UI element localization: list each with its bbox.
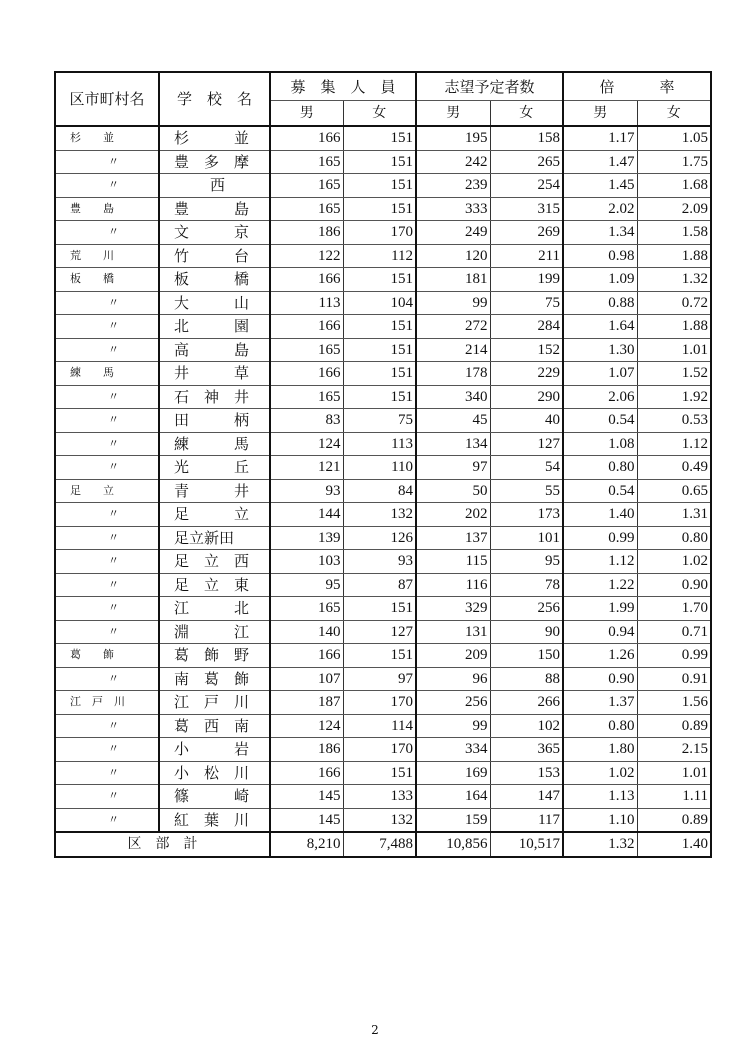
applicants-female-cell: 265 xyxy=(490,150,563,174)
total-label: 区 部 計 xyxy=(55,832,270,857)
ratio-female-cell: 1.68 xyxy=(637,174,711,198)
total-quota-male: 8,210 xyxy=(270,832,343,857)
ratio-female-cell: 1.02 xyxy=(637,550,711,574)
municipality-cell: 杉 並 xyxy=(55,126,159,150)
quota-female-cell: 75 xyxy=(343,409,416,433)
ratio-male-cell: 1.64 xyxy=(563,315,637,339)
applicants-male-cell: 96 xyxy=(416,667,490,691)
ratio-female-cell: 0.80 xyxy=(637,526,711,550)
header-quota-male: 男 xyxy=(270,101,343,127)
municipality-cell: 荒 川 xyxy=(55,244,159,268)
ratio-female-cell: 0.90 xyxy=(637,573,711,597)
ratio-female-cell: 1.11 xyxy=(637,785,711,809)
ratio-male-cell: 1.08 xyxy=(563,432,637,456)
header-quota-female: 女 xyxy=(343,101,416,127)
ratio-female-cell: 0.99 xyxy=(637,644,711,668)
applicants-male-cell: 137 xyxy=(416,526,490,550)
total-applicants-female: 10,517 xyxy=(490,832,563,857)
ratio-male-cell: 1.22 xyxy=(563,573,637,597)
ratio-female-cell: 1.05 xyxy=(637,126,711,150)
school-name-cell: 北 園 xyxy=(159,315,270,339)
municipality-cell: 〃 xyxy=(55,573,159,597)
quota-male-cell: 166 xyxy=(270,126,343,150)
ratio-male-cell: 1.07 xyxy=(563,362,637,386)
header-municipality: 区市町村名 xyxy=(55,72,159,126)
ratio-female-cell: 2.09 xyxy=(637,197,711,221)
applicants-male-cell: 256 xyxy=(416,691,490,715)
ratio-male-cell: 0.94 xyxy=(563,620,637,644)
quota-female-cell: 151 xyxy=(343,174,416,198)
school-name-cell: 文 京 xyxy=(159,221,270,245)
school-name-cell: 葛 飾 野 xyxy=(159,644,270,668)
school-name-cell: 小 松 川 xyxy=(159,761,270,785)
municipality-cell: 〃 xyxy=(55,738,159,762)
table-row xyxy=(55,691,711,715)
quota-male-cell: 166 xyxy=(270,268,343,292)
municipality-cell: 〃 xyxy=(55,291,159,315)
ratio-female-cell: 1.92 xyxy=(637,385,711,409)
quota-male-cell: 165 xyxy=(270,385,343,409)
municipality-cell: 〃 xyxy=(55,714,159,738)
ratio-male-cell: 0.80 xyxy=(563,714,637,738)
applicants-female-cell: 78 xyxy=(490,573,563,597)
header-school: 学 校 名 xyxy=(159,72,270,126)
table-row xyxy=(55,526,711,550)
school-name-cell: 井 草 xyxy=(159,362,270,386)
applicants-male-cell: 116 xyxy=(416,573,490,597)
school-name-cell: 石 神 井 xyxy=(159,385,270,409)
ratio-male-cell: 1.12 xyxy=(563,550,637,574)
table-row xyxy=(55,385,711,409)
applicants-male-cell: 195 xyxy=(416,126,490,150)
applicants-female-cell: 55 xyxy=(490,479,563,503)
table-row xyxy=(55,409,711,433)
applicants-female-cell: 147 xyxy=(490,785,563,809)
school-name-cell: 江 戸 川 xyxy=(159,691,270,715)
ratio-female-cell: 0.65 xyxy=(637,479,711,503)
ratio-male-cell: 1.17 xyxy=(563,126,637,150)
table-row xyxy=(55,315,711,339)
applicants-female-cell: 152 xyxy=(490,338,563,362)
quota-female-cell: 151 xyxy=(343,197,416,221)
ratio-female-cell: 0.49 xyxy=(637,456,711,480)
table-row xyxy=(55,150,711,174)
quota-male-cell: 121 xyxy=(270,456,343,480)
quota-female-cell: 170 xyxy=(343,221,416,245)
quota-female-cell: 110 xyxy=(343,456,416,480)
municipality-cell: 〃 xyxy=(55,409,159,433)
header-quota: 募 集 人 員 xyxy=(270,72,416,101)
table-row xyxy=(55,761,711,785)
ratio-female-cell: 1.01 xyxy=(637,338,711,362)
ratio-male-cell: 1.47 xyxy=(563,150,637,174)
ratio-male-cell: 0.80 xyxy=(563,456,637,480)
applicants-male-cell: 169 xyxy=(416,761,490,785)
applicants-male-cell: 164 xyxy=(416,785,490,809)
ratio-male-cell: 0.88 xyxy=(563,291,637,315)
page-number: 2 xyxy=(371,1023,379,1037)
applicants-female-cell: 117 xyxy=(490,808,563,832)
table-row xyxy=(55,432,711,456)
header-ratio-female: 女 xyxy=(637,101,711,127)
ratio-female-cell: 0.71 xyxy=(637,620,711,644)
applicants-male-cell: 202 xyxy=(416,503,490,527)
quota-male-cell: 95 xyxy=(270,573,343,597)
school-name-cell: 葛 西 南 xyxy=(159,714,270,738)
municipality-cell: 〃 xyxy=(55,150,159,174)
school-name-cell: 淵 江 xyxy=(159,620,270,644)
school-name-cell: 竹 台 xyxy=(159,244,270,268)
ratio-male-cell: 2.06 xyxy=(563,385,637,409)
applicants-female-cell: 102 xyxy=(490,714,563,738)
quota-male-cell: 93 xyxy=(270,479,343,503)
school-name-cell: 杉 並 xyxy=(159,126,270,150)
ratio-male-cell: 1.80 xyxy=(563,738,637,762)
table-row xyxy=(55,808,711,832)
municipality-cell: 〃 xyxy=(55,597,159,621)
applicants-female-cell: 54 xyxy=(490,456,563,480)
header-ratio: 倍 率 xyxy=(563,72,711,101)
quota-male-cell: 186 xyxy=(270,738,343,762)
total-applicants-male: 10,856 xyxy=(416,832,490,857)
municipality-cell: 板 橋 xyxy=(55,268,159,292)
quota-male-cell: 166 xyxy=(270,315,343,339)
applicant-ratio-table xyxy=(54,71,712,858)
school-name-cell: 南 葛 飾 xyxy=(159,667,270,691)
ratio-male-cell: 1.45 xyxy=(563,174,637,198)
applicants-male-cell: 159 xyxy=(416,808,490,832)
applicants-female-cell: 75 xyxy=(490,291,563,315)
school-name-cell: 篠 崎 xyxy=(159,785,270,809)
quota-female-cell: 151 xyxy=(343,150,416,174)
quota-female-cell: 97 xyxy=(343,667,416,691)
municipality-cell: 豊 島 xyxy=(55,197,159,221)
applicants-male-cell: 178 xyxy=(416,362,490,386)
table-row xyxy=(55,667,711,691)
municipality-cell: 〃 xyxy=(55,550,159,574)
school-name-cell: 小 岩 xyxy=(159,738,270,762)
quota-female-cell: 151 xyxy=(343,338,416,362)
ratio-male-cell: 1.40 xyxy=(563,503,637,527)
ratio-female-cell: 0.72 xyxy=(637,291,711,315)
applicants-male-cell: 115 xyxy=(416,550,490,574)
applicants-female-cell: 199 xyxy=(490,268,563,292)
table-row xyxy=(55,338,711,362)
ratio-female-cell: 1.58 xyxy=(637,221,711,245)
ratio-male-cell: 1.26 xyxy=(563,644,637,668)
total-ratio-female: 1.40 xyxy=(637,832,711,857)
quota-male-cell: 113 xyxy=(270,291,343,315)
applicants-female-cell: 153 xyxy=(490,761,563,785)
ratio-male-cell: 0.99 xyxy=(563,526,637,550)
table-row xyxy=(55,126,711,150)
applicants-male-cell: 272 xyxy=(416,315,490,339)
applicants-male-cell: 181 xyxy=(416,268,490,292)
municipality-cell: 〃 xyxy=(55,221,159,245)
total-ratio-male: 1.32 xyxy=(563,832,637,857)
school-name-cell: 紅 葉 川 xyxy=(159,808,270,832)
municipality-cell: 〃 xyxy=(55,174,159,198)
school-name-cell: 足 立 xyxy=(159,503,270,527)
ratio-male-cell: 0.54 xyxy=(563,409,637,433)
applicants-female-cell: 256 xyxy=(490,597,563,621)
quota-male-cell: 83 xyxy=(270,409,343,433)
applicants-male-cell: 249 xyxy=(416,221,490,245)
header-applicants-male: 男 xyxy=(416,101,490,127)
quota-male-cell: 165 xyxy=(270,338,343,362)
ratio-female-cell: 0.53 xyxy=(637,409,711,433)
municipality-cell: 〃 xyxy=(55,526,159,550)
total-row xyxy=(55,832,711,857)
quota-female-cell: 151 xyxy=(343,644,416,668)
quota-female-cell: 104 xyxy=(343,291,416,315)
school-name-cell: 足 立 東 xyxy=(159,573,270,597)
ratio-female-cell: 1.12 xyxy=(637,432,711,456)
ratio-male-cell: 1.99 xyxy=(563,597,637,621)
quota-male-cell: 166 xyxy=(270,644,343,668)
municipality-cell: 〃 xyxy=(55,315,159,339)
municipality-cell: 〃 xyxy=(55,785,159,809)
municipality-cell: 江 戸 川 xyxy=(55,691,159,715)
applicants-male-cell: 99 xyxy=(416,291,490,315)
quota-female-cell: 151 xyxy=(343,362,416,386)
applicants-male-cell: 333 xyxy=(416,197,490,221)
applicants-male-cell: 242 xyxy=(416,150,490,174)
table-row xyxy=(55,362,711,386)
header-applicants: 志望予定者数 xyxy=(416,72,563,101)
applicants-female-cell: 40 xyxy=(490,409,563,433)
ratio-female-cell: 0.89 xyxy=(637,808,711,832)
school-name-cell: 練 馬 xyxy=(159,432,270,456)
quota-male-cell: 122 xyxy=(270,244,343,268)
applicants-female-cell: 284 xyxy=(490,315,563,339)
applicants-female-cell: 290 xyxy=(490,385,563,409)
school-name-cell: 足 立 西 xyxy=(159,550,270,574)
quota-female-cell: 170 xyxy=(343,738,416,762)
school-name-cell: 光 丘 xyxy=(159,456,270,480)
quota-female-cell: 126 xyxy=(343,526,416,550)
applicants-female-cell: 229 xyxy=(490,362,563,386)
municipality-cell: 葛 飾 xyxy=(55,644,159,668)
ratio-female-cell: 0.89 xyxy=(637,714,711,738)
ratio-female-cell: 1.56 xyxy=(637,691,711,715)
ratio-female-cell: 1.52 xyxy=(637,362,711,386)
quota-male-cell: 139 xyxy=(270,526,343,550)
quota-male-cell: 165 xyxy=(270,197,343,221)
school-name-cell: 江 北 xyxy=(159,597,270,621)
quota-male-cell: 145 xyxy=(270,808,343,832)
applicants-male-cell: 334 xyxy=(416,738,490,762)
municipality-cell: 〃 xyxy=(55,808,159,832)
quota-female-cell: 113 xyxy=(343,432,416,456)
quota-male-cell: 165 xyxy=(270,597,343,621)
quota-male-cell: 124 xyxy=(270,432,343,456)
ratio-male-cell: 1.34 xyxy=(563,221,637,245)
table-row xyxy=(55,738,711,762)
school-name-cell: 豊 島 xyxy=(159,197,270,221)
applicants-female-cell: 90 xyxy=(490,620,563,644)
municipality-cell: 〃 xyxy=(55,338,159,362)
table-body xyxy=(55,126,711,832)
ratio-female-cell: 1.75 xyxy=(637,150,711,174)
applicants-female-cell: 158 xyxy=(490,126,563,150)
municipality-cell: 〃 xyxy=(55,432,159,456)
applicants-male-cell: 99 xyxy=(416,714,490,738)
quota-female-cell: 151 xyxy=(343,385,416,409)
table-row xyxy=(55,244,711,268)
quota-female-cell: 84 xyxy=(343,479,416,503)
quota-female-cell: 127 xyxy=(343,620,416,644)
quota-male-cell: 103 xyxy=(270,550,343,574)
applicants-female-cell: 211 xyxy=(490,244,563,268)
quota-female-cell: 151 xyxy=(343,126,416,150)
quota-female-cell: 170 xyxy=(343,691,416,715)
quota-female-cell: 132 xyxy=(343,808,416,832)
ratio-male-cell: 1.13 xyxy=(563,785,637,809)
quota-female-cell: 133 xyxy=(343,785,416,809)
school-name-cell: 青 井 xyxy=(159,479,270,503)
quota-male-cell: 140 xyxy=(270,620,343,644)
ratio-male-cell: 2.02 xyxy=(563,197,637,221)
quota-male-cell: 107 xyxy=(270,667,343,691)
municipality-cell: 〃 xyxy=(55,667,159,691)
applicants-female-cell: 127 xyxy=(490,432,563,456)
header-ratio-male: 男 xyxy=(563,101,637,127)
ratio-male-cell: 1.09 xyxy=(563,268,637,292)
table-row xyxy=(55,503,711,527)
quota-male-cell: 144 xyxy=(270,503,343,527)
quota-female-cell: 112 xyxy=(343,244,416,268)
table-row xyxy=(55,221,711,245)
quota-male-cell: 166 xyxy=(270,362,343,386)
table-row xyxy=(55,174,711,198)
applicants-male-cell: 45 xyxy=(416,409,490,433)
applicants-male-cell: 131 xyxy=(416,620,490,644)
applicants-male-cell: 209 xyxy=(416,644,490,668)
quota-male-cell: 187 xyxy=(270,691,343,715)
ratio-female-cell: 1.32 xyxy=(637,268,711,292)
municipality-cell: 〃 xyxy=(55,503,159,527)
quota-female-cell: 87 xyxy=(343,573,416,597)
applicants-male-cell: 214 xyxy=(416,338,490,362)
quota-female-cell: 151 xyxy=(343,761,416,785)
header-applicants-female: 女 xyxy=(490,101,563,127)
ratio-female-cell: 1.88 xyxy=(637,244,711,268)
quota-female-cell: 132 xyxy=(343,503,416,527)
table-row xyxy=(55,597,711,621)
applicants-male-cell: 120 xyxy=(416,244,490,268)
school-name-cell: 田 柄 xyxy=(159,409,270,433)
municipality-cell: 〃 xyxy=(55,620,159,644)
applicants-female-cell: 315 xyxy=(490,197,563,221)
applicants-female-cell: 254 xyxy=(490,174,563,198)
applicants-male-cell: 329 xyxy=(416,597,490,621)
applicants-female-cell: 173 xyxy=(490,503,563,527)
quota-female-cell: 93 xyxy=(343,550,416,574)
municipality-cell: 〃 xyxy=(55,761,159,785)
municipality-cell: 足 立 xyxy=(55,479,159,503)
applicants-female-cell: 95 xyxy=(490,550,563,574)
table-row xyxy=(55,785,711,809)
quota-male-cell: 165 xyxy=(270,150,343,174)
table-row xyxy=(55,268,711,292)
ratio-female-cell: 1.01 xyxy=(637,761,711,785)
applicants-male-cell: 50 xyxy=(416,479,490,503)
quota-female-cell: 114 xyxy=(343,714,416,738)
quota-female-cell: 151 xyxy=(343,268,416,292)
applicants-female-cell: 101 xyxy=(490,526,563,550)
table-row xyxy=(55,197,711,221)
ratio-female-cell: 2.15 xyxy=(637,738,711,762)
applicants-male-cell: 134 xyxy=(416,432,490,456)
applicants-male-cell: 97 xyxy=(416,456,490,480)
table-row xyxy=(55,479,711,503)
school-name-cell: 高 島 xyxy=(159,338,270,362)
quota-male-cell: 186 xyxy=(270,221,343,245)
table-row xyxy=(55,714,711,738)
quota-male-cell: 124 xyxy=(270,714,343,738)
table-row xyxy=(55,291,711,315)
school-name-cell: 大 山 xyxy=(159,291,270,315)
ratio-male-cell: 0.54 xyxy=(563,479,637,503)
ratio-male-cell: 1.10 xyxy=(563,808,637,832)
table-row xyxy=(55,550,711,574)
municipality-cell: 〃 xyxy=(55,385,159,409)
municipality-cell: 練 馬 xyxy=(55,362,159,386)
applicants-male-cell: 239 xyxy=(416,174,490,198)
ratio-female-cell: 1.70 xyxy=(637,597,711,621)
applicants-female-cell: 365 xyxy=(490,738,563,762)
ratio-male-cell: 1.37 xyxy=(563,691,637,715)
quota-male-cell: 165 xyxy=(270,174,343,198)
table-row xyxy=(55,644,711,668)
ratio-female-cell: 1.31 xyxy=(637,503,711,527)
total-quota-female: 7,488 xyxy=(343,832,416,857)
table-row xyxy=(55,620,711,644)
ratio-female-cell: 1.88 xyxy=(637,315,711,339)
quota-male-cell: 166 xyxy=(270,761,343,785)
ratio-male-cell: 0.98 xyxy=(563,244,637,268)
quota-female-cell: 151 xyxy=(343,597,416,621)
school-name-cell: 豊 多 摩 xyxy=(159,150,270,174)
applicants-male-cell: 340 xyxy=(416,385,490,409)
school-name-cell: 板 橋 xyxy=(159,268,270,292)
applicants-female-cell: 269 xyxy=(490,221,563,245)
school-name-cell: 足立新田 xyxy=(159,526,270,550)
quota-female-cell: 151 xyxy=(343,315,416,339)
municipality-cell: 〃 xyxy=(55,456,159,480)
applicants-female-cell: 150 xyxy=(490,644,563,668)
quota-male-cell: 145 xyxy=(270,785,343,809)
ratio-male-cell: 1.02 xyxy=(563,761,637,785)
ratio-male-cell: 0.90 xyxy=(563,667,637,691)
ratio-female-cell: 0.91 xyxy=(637,667,711,691)
applicants-female-cell: 266 xyxy=(490,691,563,715)
school-name-cell: 西 xyxy=(159,174,270,198)
table-row xyxy=(55,456,711,480)
table-row xyxy=(55,573,711,597)
ratio-male-cell: 1.30 xyxy=(563,338,637,362)
applicants-female-cell: 88 xyxy=(490,667,563,691)
